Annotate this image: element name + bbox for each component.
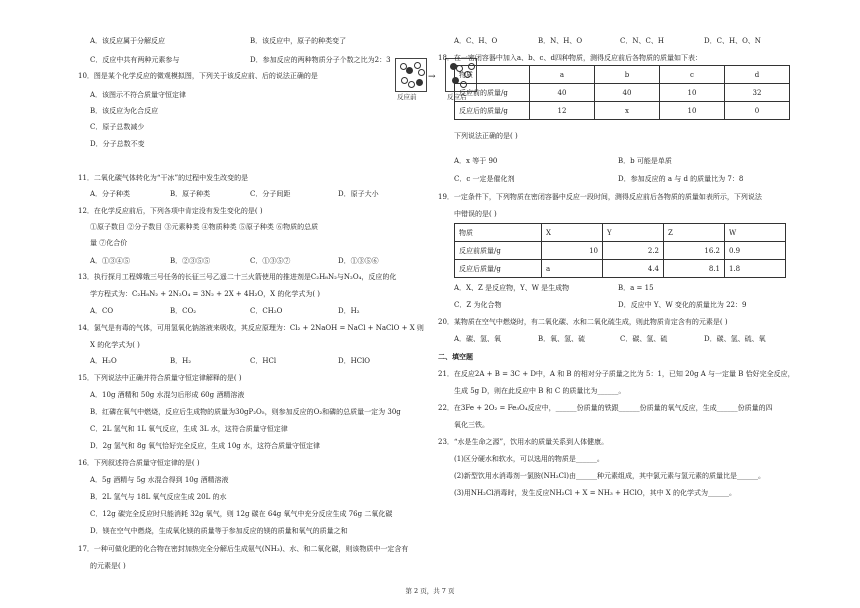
- question-16: 16．下列叙述符合质量守恒定律的是( ): [78, 459, 200, 467]
- q10-option-a: A．该图示不符合质量守恒定律: [90, 91, 187, 99]
- q18-option-a: A．x 等于 90: [454, 157, 498, 165]
- question-22-line1: 22．在3Fe + 2O₂ = Fe₃O₄反应中，______份质量的铁跟______份质量的氧气反应，生成______份质量的四: [438, 404, 773, 412]
- q10-option-d: D．分子总数不变: [90, 140, 145, 148]
- q11-option-a: A．分子种类: [90, 190, 131, 198]
- q17-option-b: B．N、H、O: [538, 37, 583, 45]
- question-11: 11．二氧化碳气体转化为“干冰”的过程中发生改变的是: [78, 174, 249, 182]
- q9-option-b: B．该反应中，原子的种类变了: [250, 37, 347, 45]
- question-10: 10．图是某个化学反应的微观模拟图，下列关于该反应前、后的说法正确的是: [78, 72, 318, 80]
- q12-option-a: A．①③④⑤: [90, 257, 131, 265]
- question-20: 20．某物质在空气中燃烧时，有二氧化碳、水和二氧化硫生成，则此物质肯定含有的元素是( ): [438, 318, 728, 326]
- q19-option-a: A．X、Z 是反应物，Y、W 是生成物: [454, 284, 570, 292]
- question-15: 15．下列说法中正确并符合质量守恒定律解释的是( ): [78, 374, 242, 382]
- q12-items-line1: ①原子数目 ②分子数目 ③元素种类 ④物质种类 ⑤原子种类 ⑥物质的总质: [90, 223, 319, 231]
- q18-table: [454, 65, 790, 120]
- question-14-line2: X 的化学式为( ): [90, 341, 140, 349]
- table-row: 反应前的质量/g 40 40 10 32: [455, 84, 790, 102]
- q20-option-b: B．氧、氢、硫: [538, 335, 586, 343]
- q14-option-d: D．HClO: [338, 357, 371, 365]
- table-row: 反应后的质量/g 12 x 10 0: [455, 102, 790, 120]
- q16-option-a: A．5g 酒精与 5g 水混合得到 10g 酒精溶液: [90, 476, 229, 484]
- q12-items-line2: 量 ⑦化合价: [90, 239, 128, 247]
- q20-option-d: D．碳、氢、硫、氧: [704, 335, 766, 343]
- question-23-part1: (1)区分硬水和软水，可以选用的物质是______。: [454, 455, 604, 463]
- q18-option-b: B．b 可能是单质: [618, 157, 672, 165]
- question-17-line1: 17．一种可做化肥的化合物在密封加热完全分解后生成氨气(NH₃)、水、和二氧化碳，则该物质中一定含有: [78, 545, 409, 553]
- q12-option-b: B．②③⑤⑤: [170, 257, 211, 265]
- q15-option-b: B．红磷在氧气中燃烧，反应后生成物的质量为30gP₂O₅，则参加反应的O₂和磷的总质量一定为 30g: [90, 408, 401, 416]
- q13-option-a: A．CO: [90, 307, 114, 315]
- table-row: 反应后质量/g a 4.4 8.1 1.8: [455, 260, 786, 278]
- q16-option-d: D．镁在空气中燃烧，生成氧化镁的质量等于参加反应的镁的质量和氧气的质量之和: [90, 527, 348, 535]
- q13-option-d: D．H₂: [338, 307, 360, 315]
- question-14-line1: 14．氯气是有毒的气体，可用氢氧化钠溶液来吸收，其反应原理为：Cl₂ + 2NaOH = NaCl + NaClO + X 则: [78, 324, 424, 332]
- q9-option-c: C．反应中共有两种元素参与: [90, 56, 180, 64]
- question-19-line2: 中错误的是( ): [454, 210, 497, 218]
- q11-option-c: C．分子间距: [250, 190, 291, 198]
- q15-option-c: C．2L 氢气和 1L 氧气反应，生成 3L 水，这符合质量守恒定律: [90, 425, 288, 433]
- q20-option-a: A．碳、氢、氧: [454, 335, 502, 343]
- question-17-line2: 的元素是( ): [90, 562, 126, 570]
- question-22-line2: 氧化三铁。: [454, 421, 489, 429]
- question-18-prompt: 下列说法正确的是( ): [454, 132, 518, 140]
- q10-option-b: B．该反应为化合反应: [90, 107, 159, 115]
- q12-option-d: D．①③⑤⑥: [338, 257, 379, 265]
- q17-option-c: C．N、C、H: [620, 37, 664, 45]
- q19-option-c: C．Z 为化合物: [454, 301, 502, 309]
- q13-option-b: B．CO₂: [170, 307, 197, 315]
- q18-option-c: C．c 一定是催化剂: [454, 175, 515, 183]
- question-13-line1: 13．执行探月工程嫦娥三号任务的长征三号乙遥二十三火箭使用的推进剂是C₂H₈N₂与N₂O₄，反应的化: [78, 273, 397, 281]
- before-box: [395, 58, 427, 92]
- q19-option-b: B．a = 15: [618, 284, 654, 292]
- q11-option-b: B．原子种类: [170, 190, 211, 198]
- question-23: 23．“水是生命之源”，饮用水的质量关系到人体健康。: [438, 438, 609, 446]
- q14-option-c: C．HCl: [250, 357, 277, 365]
- table-row: 物质 X Y Z W: [455, 224, 786, 242]
- q20-option-c: C．碳、氢、硫: [620, 335, 668, 343]
- q9-option-a: A．该反应属于分解反应: [90, 37, 166, 45]
- q15-option-a: A．10g 酒精和 50g 水混匀后形成 60g 酒精溶液: [90, 391, 245, 399]
- section-heading: 二、填空题: [438, 352, 473, 361]
- question-13-line2: 学方程式为：C₂H₈N₂ + 2N₂O₄ = 3N₂ + 2X + 4H₂O，X 的化学式为( ): [90, 290, 321, 298]
- q11-option-d: D．原子大小: [338, 190, 379, 198]
- q15-option-d: D．2g 氢气和 8g 氧气恰好完全反应，生成 10g 水，这符合质量守恒定律: [90, 442, 320, 450]
- q16-option-c: C．12g 碳完全反应时只能消耗 32g 氧气，则 12g 碳在 64g 氧气中充分反应生成 76g 二氧化碳: [90, 510, 393, 518]
- caption-before: 反应前: [397, 93, 417, 101]
- q19-table: [454, 223, 786, 278]
- caption-after: 反应后: [447, 93, 467, 101]
- page-footer: 第 2 页，共 7 页: [405, 587, 455, 595]
- q10-option-c: C．原子总数减少: [90, 123, 145, 131]
- q16-option-b: B．2L 氢气与 18L 氧气反应生成 20L 的水: [90, 493, 227, 501]
- q9-option-d: D．参加反应的两种物质分子个数之比为2：3: [250, 56, 391, 64]
- q12-option-c: C．①③⑤⑦: [250, 257, 291, 265]
- question-23-part2: (2)新型饮用水消毒剂一氯胺(NH₂Cl)由______种元素组成，其中氯元素与氢元素的质量比是______。: [454, 472, 766, 480]
- q17-option-a: A．C、H、O: [454, 37, 498, 45]
- q14-option-a: A．H₂O: [90, 357, 117, 365]
- q13-option-c: C．CH₂O: [250, 307, 283, 315]
- q19-option-d: D．反应中 Y、W 变化的质量比为 22：9: [618, 301, 747, 309]
- q17-option-d: D．C、H、O、N: [704, 37, 761, 45]
- q18-option-d: D．参加反应的 a 与 d 的质量比为 7：8: [618, 175, 744, 183]
- question-18: 18．在一密闭容器中加入a、b、c、d四种物质，测得反应前后各物质的质量如下表：: [438, 54, 702, 62]
- reaction-arrow-icon: →: [428, 72, 436, 82]
- question-23-part3: (3)用NH₂Cl消毒时，发生反应NH₂Cl + X = NH₃ + HClO，其中 X 的化学式为______。: [454, 489, 737, 497]
- question-21-line1: 21．在反应2A + B = 3C + D中，A 和 B 的相对分子质量之比为 5：1，已知 20g A 与一定量 B 恰好完全反应，: [438, 370, 795, 378]
- question-19-line1: 19．一定条件下，下列物质在密闭容器中反应一段时间，测得反应前后各物质的质量如表所示，下列说法: [438, 193, 762, 201]
- q14-option-b: B．H₂: [170, 357, 192, 365]
- question-12: 12．在化学反应前后，下列各项中肯定没有发生变化的是( ): [78, 207, 263, 215]
- table-row: 物质 a b c d: [455, 66, 790, 84]
- table-row: 反应前质量/g 10 2.2 16.2 0.9: [455, 242, 786, 260]
- question-21-line2: 生成 5g D，则在此反应中 B 和 C 的质量比为______。: [454, 387, 626, 395]
